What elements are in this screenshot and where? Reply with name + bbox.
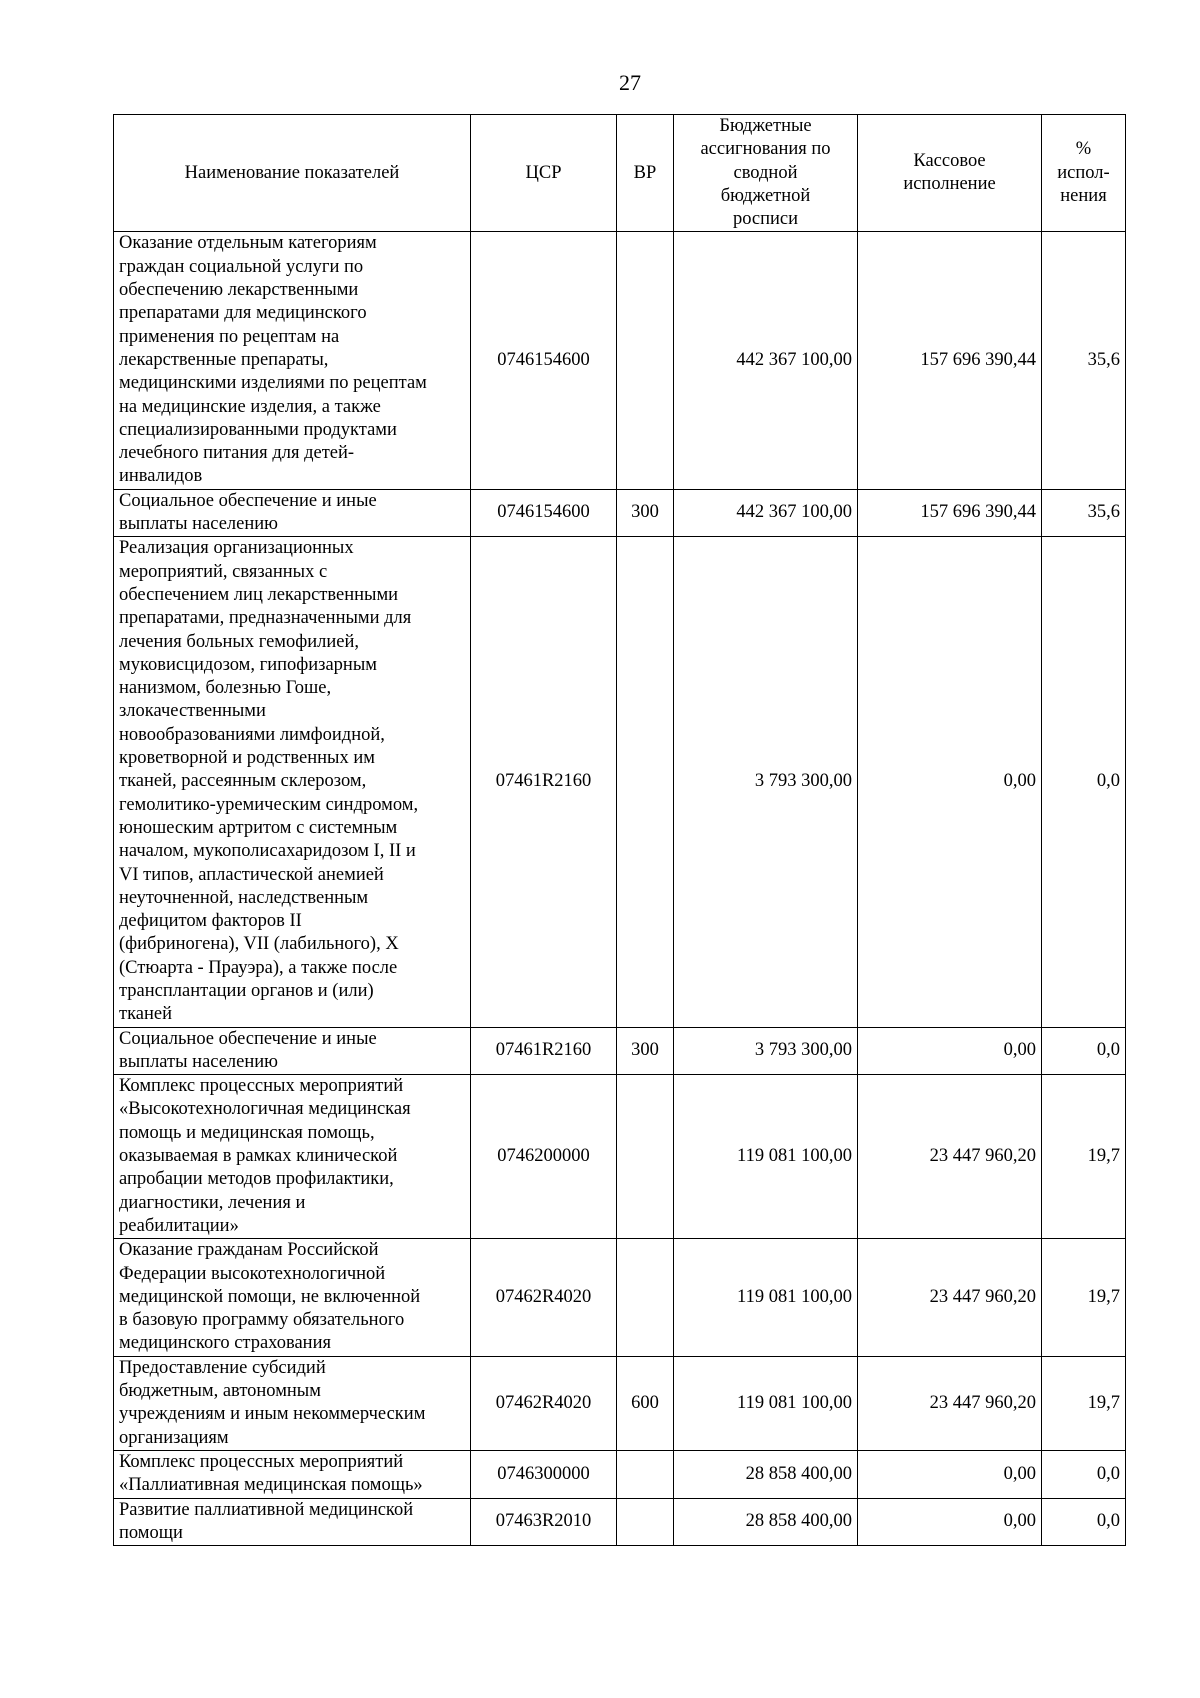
row-csr: 07461R2160	[471, 1027, 617, 1075]
row-csr: 07461R2160	[471, 537, 617, 1027]
row-vr	[617, 1239, 674, 1356]
row-vr	[617, 537, 674, 1027]
row-cash: 23 447 960,20	[858, 1239, 1042, 1356]
row-vr	[617, 1498, 674, 1546]
row-csr: 0746200000	[471, 1075, 617, 1239]
row-vr	[617, 1450, 674, 1498]
row-vr: 300	[617, 489, 674, 537]
table-row	[114, 232, 1126, 489]
row-budget: 119 081 100,00	[674, 1075, 858, 1239]
row-name: Оказание гражданам Российской Федерации высокотехнологичной медицинской помощи, не включенной в базовую программу обязательного медицинского страхования	[114, 1239, 471, 1356]
row-name: Развитие паллиативной медицинской помощи	[114, 1498, 471, 1546]
header-csr: ЦСР	[471, 115, 617, 232]
row-percent: 19,7	[1042, 1356, 1126, 1450]
row-cash: 157 696 390,44	[858, 232, 1042, 489]
table-row	[114, 1450, 1126, 1498]
row-budget: 442 367 100,00	[674, 232, 858, 489]
row-percent: 35,6	[1042, 232, 1126, 489]
header-budget: Бюджетные ассигнования по сводной бюджетной росписи	[674, 115, 858, 232]
row-budget: 442 367 100,00	[674, 489, 858, 537]
row-percent: 19,7	[1042, 1075, 1126, 1239]
row-vr: 600	[617, 1356, 674, 1450]
page-number: 27	[619, 70, 641, 95]
table-row	[114, 1356, 1126, 1450]
table-row	[114, 1027, 1126, 1075]
row-name: Комплекс процессных мероприятий «Паллиативная медицинская помощь»	[114, 1450, 471, 1498]
row-name: Оказание отдельным категориям граждан социальной услуги по обеспечению лекарственными препаратами для медицинского применения по рецептам на лекарственные препараты, медицинскими изделиями по рецептам на медицинские изделия, а также специализированными продуктами лечебного питания для детей- инвалидов	[114, 232, 471, 489]
row-percent: 19,7	[1042, 1239, 1126, 1356]
row-cash: 23 447 960,20	[858, 1356, 1042, 1450]
row-cash: 23 447 960,20	[858, 1075, 1042, 1239]
row-budget: 3 793 300,00	[674, 1027, 858, 1075]
row-cash: 0,00	[858, 1027, 1042, 1075]
row-budget: 119 081 100,00	[674, 1356, 858, 1450]
row-budget: 28 858 400,00	[674, 1498, 858, 1546]
row-cash: 0,00	[858, 1498, 1042, 1546]
row-csr: 0746154600	[471, 232, 617, 489]
row-vr	[617, 1075, 674, 1239]
row-percent: 0,0	[1042, 1498, 1126, 1546]
row-budget: 28 858 400,00	[674, 1450, 858, 1498]
header-cash: Кассовое исполнение	[858, 115, 1042, 232]
row-name: Предоставление субсидий бюджетным, автономным учреждениям и иным некоммерческим организациям	[114, 1356, 471, 1450]
table-body	[114, 232, 1126, 1546]
table-row	[114, 1075, 1126, 1239]
row-csr: 07462R4020	[471, 1356, 617, 1450]
row-percent: 35,6	[1042, 489, 1126, 537]
row-csr: 07463R2010	[471, 1498, 617, 1546]
row-csr: 0746300000	[471, 1450, 617, 1498]
row-name: Социальное обеспечение и иные выплаты населению	[114, 1027, 471, 1075]
row-vr: 300	[617, 1027, 674, 1075]
row-name: Реализация организационных мероприятий, связанных с обеспечением лиц лекарственными препаратами, предназначенными для лечения больных гемофилией, муковисцидозом, гипофизарным нанизмом, болезнью Гоше, злокачественными новообразованиями лимфоидной, кроветворной и родственных им тканей, рассеянным склерозом, гемолитико-уремическим синдромом, юношеским артритом с системным началом, мукополисахаридозом I, II и VI типов, апластической анемией неуточненной, наследственным дефицитом факторов II (фибриногена), VII (лабильного), X (Стюарта - Прауэра), а также после трансплантации органов и (или) тканей	[114, 537, 471, 1027]
row-cash: 0,00	[858, 537, 1042, 1027]
row-csr: 07462R4020	[471, 1239, 617, 1356]
header-name: Наименование показателей	[114, 115, 471, 232]
row-name: Социальное обеспечение и иные выплаты населению	[114, 489, 471, 537]
row-budget: 3 793 300,00	[674, 537, 858, 1027]
table-row	[114, 1498, 1126, 1546]
row-cash: 157 696 390,44	[858, 489, 1042, 537]
row-vr	[617, 232, 674, 489]
row-percent: 0,0	[1042, 1027, 1126, 1075]
table-row	[114, 1239, 1126, 1356]
row-name: Комплекс процессных мероприятий «Высокотехнологичная медицинская помощь и медицинская помощь, оказываемая в рамках клинической апробации методов профилактики, диагностики, лечения и реабилитации»	[114, 1075, 471, 1239]
budget-execution-table	[113, 114, 1126, 1546]
table-row	[114, 489, 1126, 537]
table-header-row	[114, 115, 1126, 232]
row-percent: 0,0	[1042, 1450, 1126, 1498]
header-vr: ВР	[617, 115, 674, 232]
row-budget: 119 081 100,00	[674, 1239, 858, 1356]
header-percent: % испол- нения	[1042, 115, 1126, 232]
row-cash: 0,00	[858, 1450, 1042, 1498]
table-row	[114, 537, 1126, 1027]
row-csr: 0746154600	[471, 489, 617, 537]
row-percent: 0,0	[1042, 537, 1126, 1027]
